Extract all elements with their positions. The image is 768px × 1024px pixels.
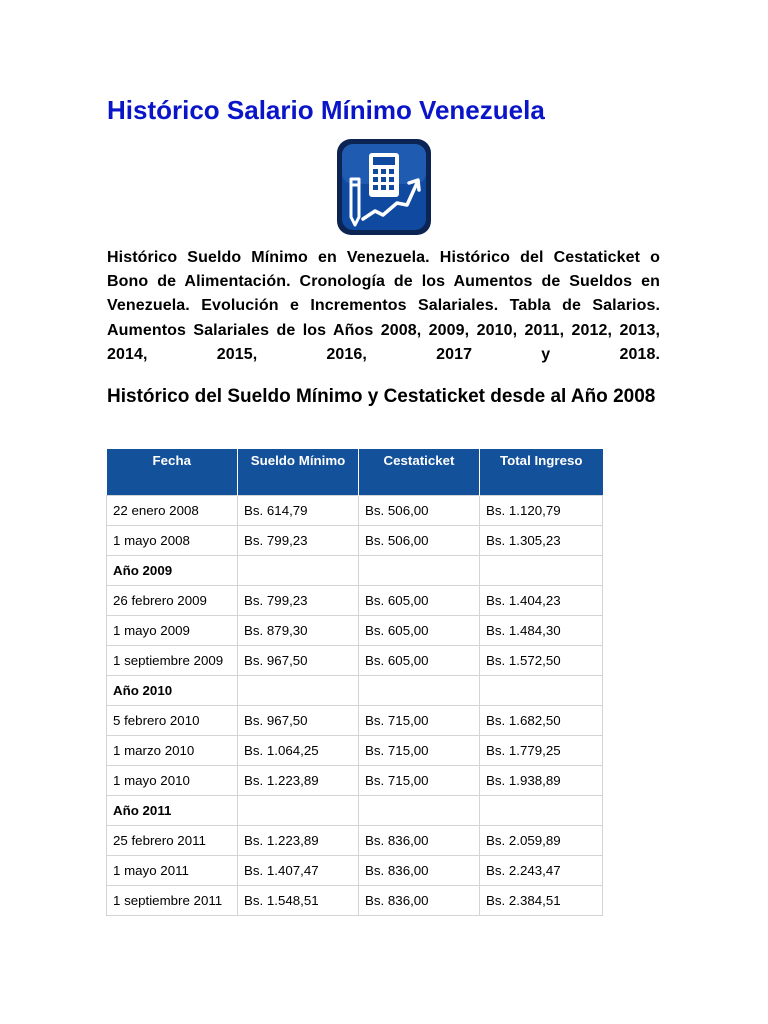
table-year-row [107,556,603,586]
table-cell: Bs. 1.484,30 [480,616,603,646]
table-cell: Bs. 836,00 [359,826,480,856]
salary-history-table [106,449,603,916]
table-year-row [107,796,603,826]
table-cell: Bs. 967,50 [238,646,359,676]
table-cell: Bs. 836,00 [359,856,480,886]
table-row [107,586,603,616]
table-cell [359,676,480,706]
table-cell: Bs. 1.682,50 [480,706,603,736]
page-title: Histórico Salario Mínimo Venezuela [107,95,545,125]
column-header-sueldo-minimo: Sueldo Mínimo [238,449,359,496]
table-cell: Bs. 2.384,51 [480,886,603,916]
table-cell: Bs. 715,00 [359,766,480,796]
table-row [107,496,603,526]
table-cell: Bs. 506,00 [359,496,480,526]
section-heading: Histórico del Sueldo Mínimo y Cestaticket desde al Año 2008 [107,386,656,407]
column-header-cestaticket: Cestaticket [359,449,480,496]
table-cell: 25 febrero 2011 [107,826,238,856]
table-cell: Bs. 715,00 [359,706,480,736]
table-cell: Bs. 1.779,25 [480,736,603,766]
table-cell: Bs. 879,30 [238,616,359,646]
table-cell: 26 febrero 2009 [107,586,238,616]
table-row [107,526,603,556]
table-row [107,646,603,676]
table-cell: Bs. 1.407,47 [238,856,359,886]
calculator-pen-growth-icon [335,137,433,237]
table-cell: Bs. 605,00 [359,646,480,676]
table-cell [238,556,359,586]
table-cell [238,676,359,706]
table-cell: Bs. 1.064,25 [238,736,359,766]
year-label: Año 2011 [107,796,238,826]
table-cell: Bs. 1.305,23 [480,526,603,556]
column-header-fecha: Fecha [107,449,238,496]
table-cell [480,676,603,706]
table-cell: Bs. 715,00 [359,736,480,766]
table-cell: Bs. 1.223,89 [238,826,359,856]
table-row [107,736,603,766]
table-cell: Bs. 1.548,51 [238,886,359,916]
table-cell: Bs. 799,23 [238,586,359,616]
table-row [107,766,603,796]
table-cell: 1 septiembre 2011 [107,886,238,916]
table-cell: Bs. 605,00 [359,586,480,616]
table-cell: 1 marzo 2010 [107,736,238,766]
table-cell: 1 mayo 2009 [107,616,238,646]
table-cell: 5 febrero 2010 [107,706,238,736]
table-cell [480,796,603,826]
table-cell: Bs. 2.059,89 [480,826,603,856]
table-cell: Bs. 1.120,79 [480,496,603,526]
table-cell: 1 mayo 2008 [107,526,238,556]
table-cell: Bs. 1.223,89 [238,766,359,796]
table-year-row [107,676,603,706]
table-cell: Bs. 2.243,47 [480,856,603,886]
year-label: Año 2010 [107,676,238,706]
table-row [107,826,603,856]
year-label: Año 2009 [107,556,238,586]
table-cell: Bs. 836,00 [359,886,480,916]
table-cell: 1 mayo 2010 [107,766,238,796]
table-row [107,706,603,736]
table-cell: Bs. 614,79 [238,496,359,526]
table-cell: Bs. 799,23 [238,526,359,556]
table-cell: Bs. 1.404,23 [480,586,603,616]
table-cell: 22 enero 2008 [107,496,238,526]
table-row [107,616,603,646]
column-header-total-ingreso: Total Ingreso [480,449,603,496]
table-cell: Bs. 605,00 [359,616,480,646]
table-row [107,886,603,916]
table-row [107,856,603,886]
table-cell: 1 septiembre 2009 [107,646,238,676]
table-header-row [107,449,603,496]
intro-paragraph: Histórico Sueldo Mínimo en Venezuela. Histórico del Cestaticket o Bono de Alimentación. Cronología de los Aumentos de Sueldos en Venezuela. Evolución e Incrementos Salariales. Tabla de Salarios. Aumentos Salariales de los Años 2008, 2009, 2010, 2011, 2012, 2013, 2014, 2015, 2016, 2017 y 2018. [107,249,660,363]
table-cell: Bs. 967,50 [238,706,359,736]
table-cell [480,556,603,586]
table-cell: Bs. 1.938,89 [480,766,603,796]
table-cell: Bs. 1.572,50 [480,646,603,676]
table-cell [238,796,359,826]
table-cell: Bs. 506,00 [359,526,480,556]
table-cell [359,796,480,826]
table-cell: 1 mayo 2011 [107,856,238,886]
table-cell [359,556,480,586]
